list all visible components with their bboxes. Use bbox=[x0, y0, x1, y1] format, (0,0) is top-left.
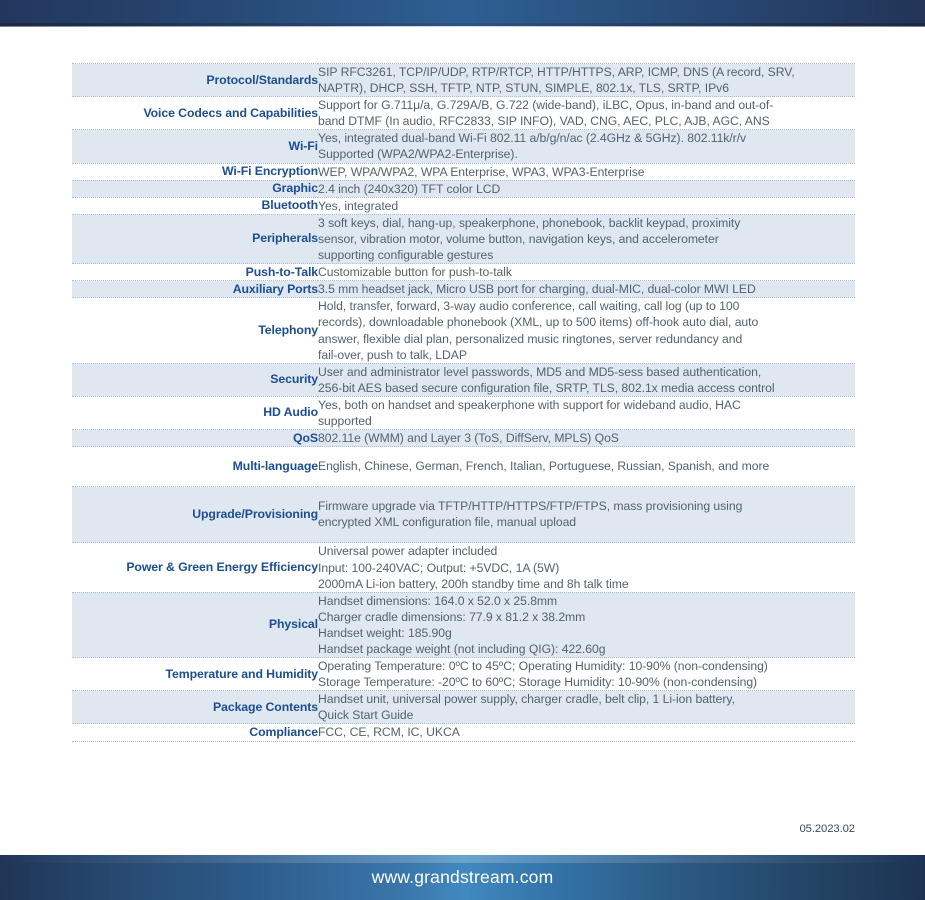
spec-row-value bbox=[318, 180, 855, 197]
spec-row-value bbox=[318, 447, 855, 487]
spec-row bbox=[72, 543, 855, 592]
spec-row bbox=[72, 724, 855, 741]
footer-website-url[interactable]: www.grandstream.com bbox=[371, 867, 554, 887]
spec-sheet bbox=[0, 26, 925, 855]
spec-value-line: Firmware upgrade via TFTP/HTTP/HTTPS/FTP/FTPS, mass provisioning using bbox=[318, 499, 743, 514]
spec-row-label: Telephony bbox=[72, 298, 318, 363]
spec-value-line: Operating Temperature: 0ºC to 45ºC; Operating Humidity: 10-90% (non-condensing) bbox=[318, 659, 768, 674]
spec-row-label: Multi-language bbox=[72, 447, 318, 487]
spec-value-line: supporting configurable gestures bbox=[318, 248, 494, 263]
spec-value-line: records), downloadable phonebook (XML, up to 500 items) off-hook auto dial, auto bbox=[318, 315, 759, 330]
spec-row-value bbox=[318, 281, 855, 298]
spec-row bbox=[72, 130, 855, 163]
spec-row-value bbox=[318, 592, 855, 657]
page-footer bbox=[0, 855, 925, 900]
spec-row-value bbox=[318, 97, 855, 130]
spec-row bbox=[72, 180, 855, 197]
spec-row bbox=[72, 281, 855, 298]
spec-row-label: Security bbox=[72, 363, 318, 396]
spec-row-label: QoS bbox=[72, 430, 318, 447]
spec-row-value bbox=[318, 264, 855, 281]
spec-value-line: Yes, integrated dual-band Wi-Fi 802.11 a/b/g/n/ac (2.4GHz & 5GHz). 802.11k/r/v bbox=[318, 131, 747, 146]
spec-row-value bbox=[318, 691, 855, 724]
version-stamp-row bbox=[72, 823, 855, 843]
spec-value-line: answer, flexible dial plan, personalized music ringtones, server redundancy and bbox=[318, 331, 743, 346]
spec-value-line: band DTMF (In audio, RFC2833, SIP INFO), VAD, CNG, AEC, PLC, AJB, AGC, ANS bbox=[318, 114, 770, 129]
spec-row-value bbox=[318, 396, 855, 429]
spec-row-value bbox=[318, 487, 855, 543]
spec-value-line: Handset dimensions: 164.0 x 52.0 x 25.8mm bbox=[318, 593, 558, 608]
spec-value-line: Hold, transfer, forward, 3-way audio conference, call waiting, call log (up to 100 bbox=[318, 299, 740, 314]
spec-value-line: WEP, WPA/WPA2, WPA Enterprise, WPA3, WPA3-Enterprise bbox=[318, 164, 645, 179]
spec-value-line: 2.4 inch (240x320) TFT color LCD bbox=[318, 181, 501, 196]
spec-value-line: SIP RFC3261, TCP/IP/UDP, RTP/RTCP, HTTP/HTTPS, ARP, ICMP, DNS (A record, SRV, bbox=[318, 65, 795, 79]
spec-value-line: Supported (WPA2/WPA2-Enterprise). bbox=[318, 147, 518, 162]
spec-value-line: FCC, CE, RCM, IC, UKCA bbox=[318, 725, 460, 740]
spec-value-line: Handset package weight (not including QIG): 422.60g bbox=[318, 642, 606, 656]
spec-row-label: Compliance bbox=[72, 724, 318, 741]
spec-row-value bbox=[318, 130, 855, 163]
spec-row bbox=[72, 163, 855, 180]
spec-value-line: 2000mA Li-ion battery, 200h standby time and 8h talk time bbox=[318, 576, 629, 591]
spec-value-line: supported bbox=[318, 413, 372, 428]
spec-row bbox=[72, 592, 855, 657]
spec-value-line: 3 soft keys, dial, hang-up, speakerphone, phonebook, backlit keypad, proximity bbox=[318, 215, 741, 230]
spec-value-line: Handset weight: 185.90g bbox=[318, 625, 452, 640]
spec-row-label: Physical bbox=[72, 592, 318, 657]
spec-value-line: fail-over, push to talk, LDAP bbox=[318, 347, 467, 362]
spec-value-line: Support for G.711μ/a, G.729A/B, G.722 (wide-band), iLBC, Opus, in-band and out-of- bbox=[318, 98, 774, 113]
spec-row bbox=[72, 487, 855, 543]
spec-value-line: encrypted XML configuration file, manual upload bbox=[318, 515, 577, 530]
spec-row-label: Wi-Fi Encryption bbox=[72, 163, 318, 180]
spec-value-line: 802.11e (WMM) and Layer 3 (ToS, DiffServ, MPLS) QoS bbox=[318, 431, 619, 446]
spec-value-line: 3.5 mm headset jack, Micro USB port for charging, dual-MIC, dual-color MWI LED bbox=[318, 282, 756, 297]
spec-value-line: Input: 100-240VAC; Output: +5VDC, 1A (5W) bbox=[318, 560, 560, 575]
spec-row-label: Upgrade/Provisioning bbox=[72, 487, 318, 543]
spec-row bbox=[72, 214, 855, 263]
specifications-table bbox=[72, 63, 855, 742]
spec-row-value bbox=[318, 197, 855, 214]
spec-value-line: English, Chinese, German, French, Italian, Portuguese, Russian, Spanish, and more bbox=[318, 459, 770, 474]
spec-row-label: Push-to-Talk bbox=[72, 264, 318, 281]
spec-value-line: Universal power adapter included bbox=[318, 544, 498, 559]
spec-value-line: Yes, integrated bbox=[318, 198, 399, 213]
spec-row-value bbox=[318, 543, 855, 592]
spec-row bbox=[72, 298, 855, 363]
spec-value-line: Handset unit, universal power supply, charger cradle, belt clip, 1 Li-ion battery, bbox=[318, 692, 735, 707]
spec-value-line: Charger cradle dimensions: 77.9 x 81.2 x 38.2mm bbox=[318, 609, 586, 624]
spec-value-line: NAPTR), DHCP, SSH, TFTP, NTP, STUN, SIMPLE, 802.1x, TLS, SRTP, IPv6 bbox=[318, 81, 729, 96]
spec-row-label: Graphic bbox=[72, 180, 318, 197]
spec-row-label: Protocol/Standards bbox=[72, 64, 318, 97]
specifications-table-body bbox=[72, 64, 855, 742]
spec-row bbox=[72, 197, 855, 214]
spec-row-label: Wi-Fi bbox=[72, 130, 318, 163]
spec-row-value bbox=[318, 724, 855, 741]
spec-row bbox=[72, 363, 855, 396]
spec-row bbox=[72, 97, 855, 130]
footer-highlight bbox=[0, 855, 925, 863]
spec-row-value bbox=[318, 64, 855, 97]
spec-row-label: Peripherals bbox=[72, 214, 318, 263]
spec-row-value bbox=[318, 163, 855, 180]
spec-row-value bbox=[318, 214, 855, 263]
spec-row bbox=[72, 658, 855, 691]
spec-value-line: Quick Start Guide bbox=[318, 708, 414, 723]
spec-value-line: sensor, vibration motor, volume button, navigation keys, and accelerometer bbox=[318, 231, 719, 246]
spec-row bbox=[72, 264, 855, 281]
spec-row-label: Auxiliary Ports bbox=[72, 281, 318, 298]
spec-row bbox=[72, 64, 855, 97]
spec-row bbox=[72, 447, 855, 487]
spec-value-line: 256-bit AES based secure configuration file, SRTP, TLS, 802.1x media access control bbox=[318, 380, 775, 395]
spec-row-label: Bluetooth bbox=[72, 197, 318, 214]
spec-row-value bbox=[318, 430, 855, 447]
spec-value-line: Yes, both on handset and speakerphone with support for wideband audio, HAC bbox=[318, 397, 741, 412]
spec-row bbox=[72, 691, 855, 724]
spec-row-value bbox=[318, 363, 855, 396]
spec-value-line: Customizable button for push-to-talk bbox=[318, 265, 512, 280]
spec-row-label: Power & Green Energy Efficiency bbox=[72, 543, 318, 592]
spec-value-line: Storage Temperature: -20ºC to 60ºC; Storage Humidity: 10-90% (non-condensing) bbox=[318, 675, 758, 690]
spec-row-value bbox=[318, 298, 855, 363]
spec-row-value bbox=[318, 658, 855, 691]
spec-row bbox=[72, 430, 855, 447]
spec-row bbox=[72, 396, 855, 429]
spec-value-line: User and administrator level passwords, MD5 and MD5-sess based authentication, bbox=[318, 364, 762, 379]
spec-row-label: Temperature and Humidity bbox=[72, 658, 318, 691]
spec-row-label: HD Audio bbox=[72, 396, 318, 429]
spec-row-label: Voice Codecs and Capabilities bbox=[72, 97, 318, 130]
document-version: 05.2023.02 bbox=[799, 823, 855, 835]
spec-row-label: Package Contents bbox=[72, 691, 318, 724]
top-decorative-bar bbox=[0, 0, 925, 26]
